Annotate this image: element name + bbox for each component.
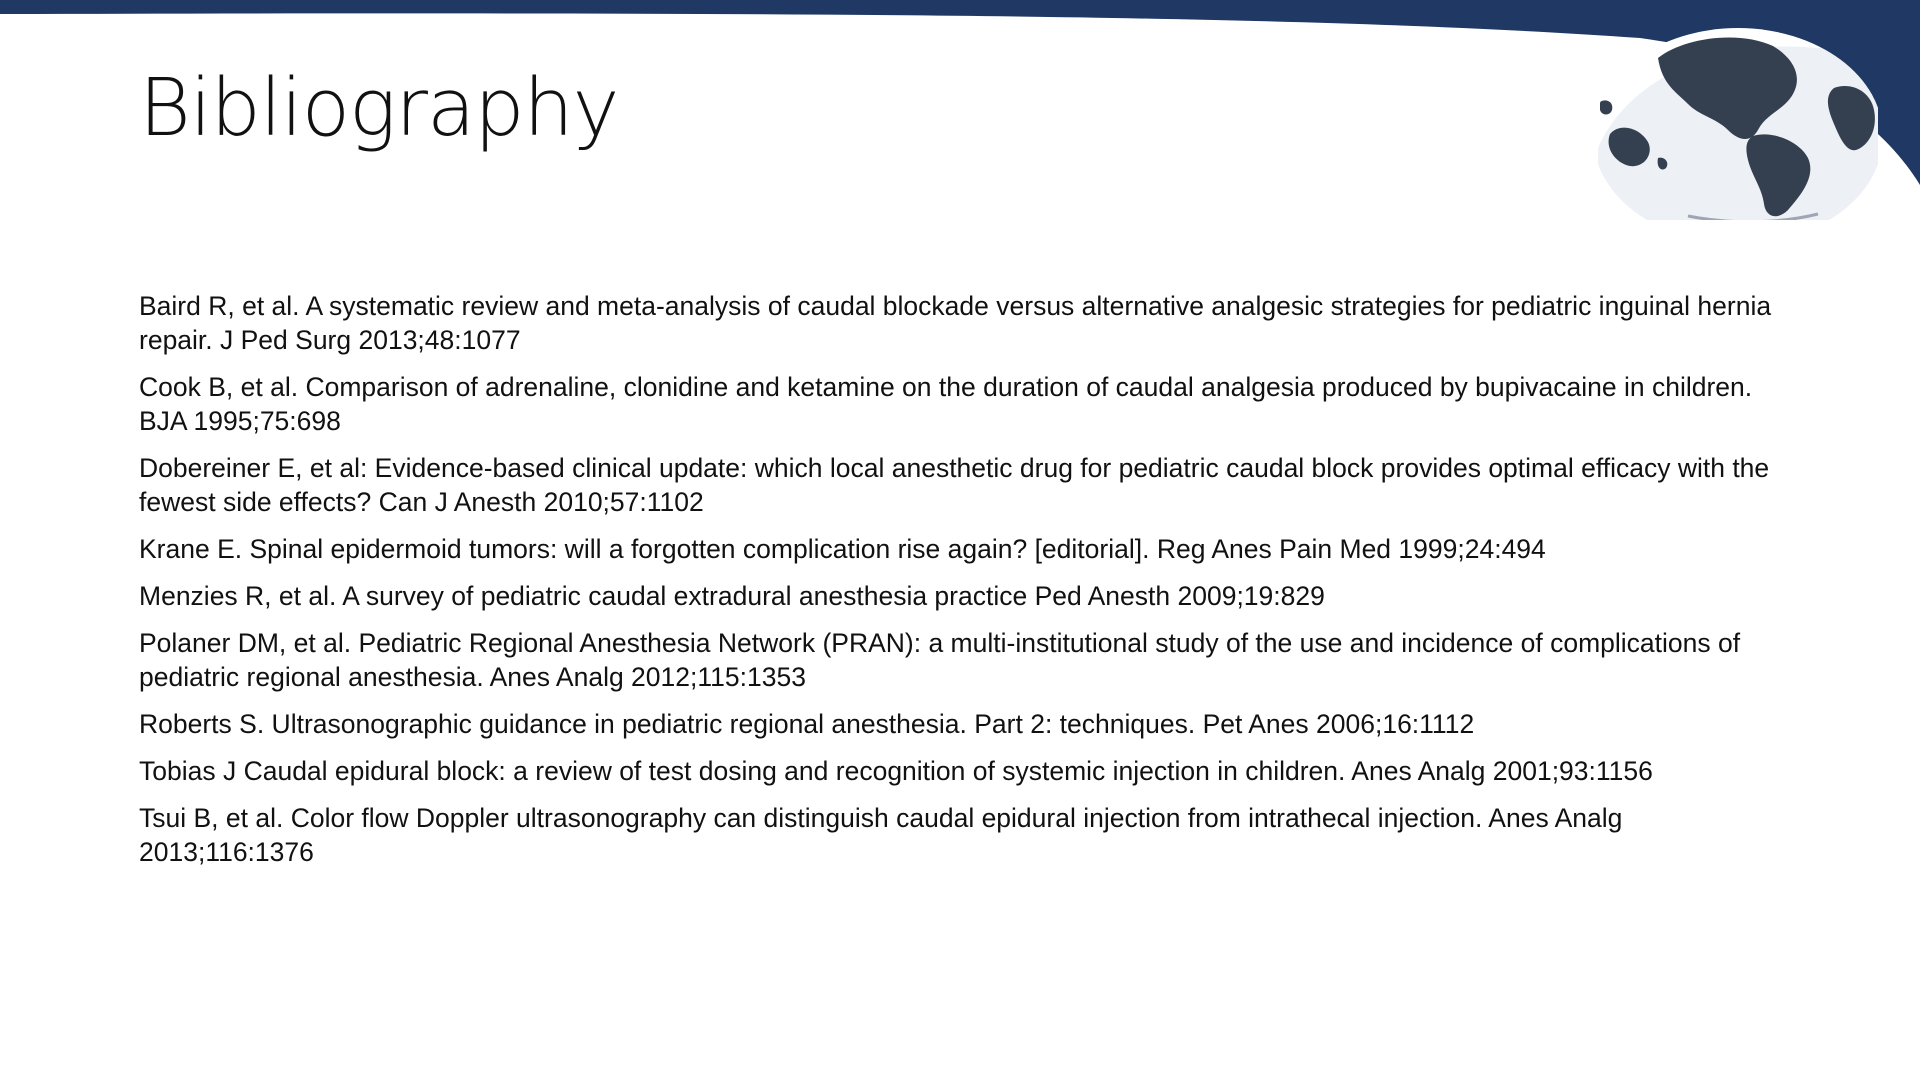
bibliography-entry: Roberts S. Ultrasonographic guidance in pediatric regional anesthesia. Part 2: techniques. Pet Anes 2006;16:1112 bbox=[139, 709, 1475, 739]
bibliography-entry: Tsui B, et al. Color flow Doppler ultrasonography can distinguish caudal epidural injection from intrathecal injection. Anes Analg 2013;116:1376 bbox=[139, 803, 1623, 867]
bibliography-entry: Menzies R, et al. A survey of pediatric caudal extradural anesthesia practice Ped Anesth 2009;19:829 bbox=[139, 581, 1325, 611]
bibliography-entry: Baird R, et al. A systematic review and meta-analysis of caudal blockade versus alternative analgesic strategies for pediatric inguinal hernia repair. J Ped Surg 2013;48:1077 bbox=[139, 291, 1772, 355]
bibliography-entry: Polaner DM, et al. Pediatric Regional Anesthesia Network (PRAN): a multi-institutional study of the use and incidence of complications of pediatric regional anesthesia. Anes Analg 2012;115:1353 bbox=[139, 628, 1741, 692]
page-title: Bibliography bbox=[139, 62, 619, 154]
bibliography-entry: Dobereiner E, et al: Evidence-based clinical update: which local anesthetic drug for pediatric caudal block provides optimal efficacy with the fewest side effects? Can J Anesth 2010;57:1102 bbox=[139, 453, 1770, 517]
globe-icon bbox=[1588, 18, 1878, 220]
bibliography-entry: Cook B, et al. Comparison of adrenaline, clonidine and ketamine on the duration of caudal analgesia produced by bupivacaine in children. BJA 1995;75:698 bbox=[139, 372, 1753, 436]
bibliography-list bbox=[139, 289, 1779, 882]
bibliography-entry: Tobias J Caudal epidural block: a review of test dosing and recognition of systemic injection in children. Anes Analg 2001;93:1156 bbox=[139, 756, 1653, 786]
bibliography-entry: Krane E. Spinal epidermoid tumors: will a forgotten complication rise again? [editorial]. Reg Anes Pain Med 1999;24:494 bbox=[139, 534, 1546, 564]
